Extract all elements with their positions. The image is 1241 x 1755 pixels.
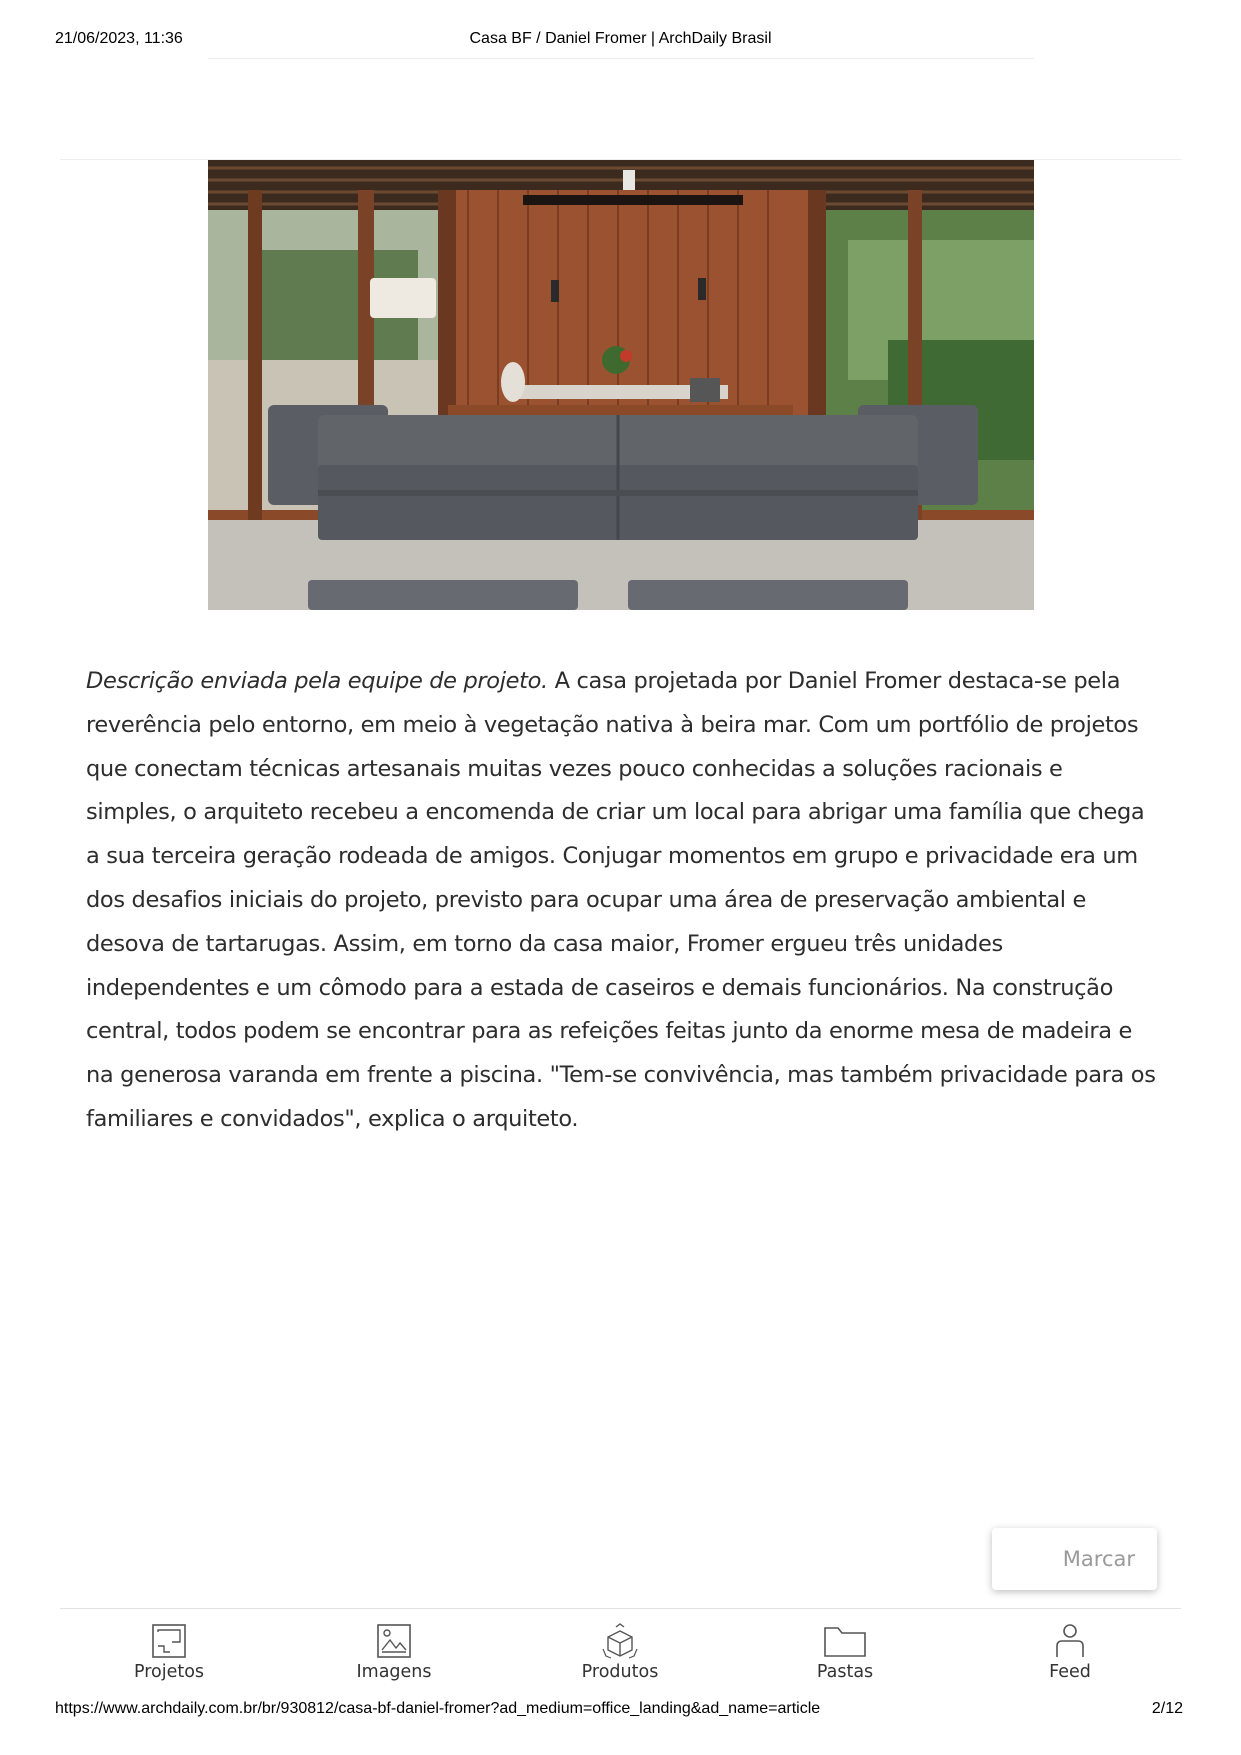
bottom-nav [60,1622,1181,1688]
nav-pastas[interactable] [765,1622,925,1688]
folder-icon [822,1622,868,1660]
print-footer [0,1700,1241,1722]
print-url: https://www.archdaily.com.br/br/930812/casa-bf-daniel-fromer?ad_medium=office_landing&ad_name=article [55,1700,821,1717]
nav-imagens[interactable] [314,1622,474,1688]
floorplan-icon [150,1622,188,1660]
project-description [86,660,1156,1142]
nav-label: Pastas [816,1662,874,1682]
person-icon [1051,1622,1089,1660]
bookmark-button[interactable]: Marcar [992,1528,1157,1590]
image-icon [375,1622,413,1660]
nav-label: Produtos [581,1662,659,1682]
project-photo[interactable] [208,160,1034,610]
description-lead: Descrição enviada pela equipe de projeto. [86,668,548,694]
nav-projetos[interactable] [89,1622,249,1688]
header-divider [208,58,1034,59]
print-page-title: Casa BF / Daniel Fromer | ArchDaily Brasil [469,30,772,47]
box-icon [601,1622,639,1660]
print-page-number: 2/12 [1151,1700,1183,1717]
bottom-nav-divider [60,1608,1181,1609]
nav-produtos[interactable] [540,1622,700,1688]
description-body: A casa projetada por Daniel Fromer destaca-se pela reverência pelo entorno, em meio à vegetação nativa à beira mar. Com um portfólio de projetos que conectam técnicas artesanais muitas vezes pouco conhecidas a soluções racionais e simples, o arquiteto recebeu a encomenda de criar um local para abrigar uma família que chega a sua terceira geração rodeada de amigos. Conjugar momentos em grupo e privacidade era um dos desafios iniciais do projeto, previsto para ocupar uma área de preservação ambiental e desova de tartarugas. Assim, em torno da casa maior, Fromer ergueu três unidades independentes e um cômodo para a estada de caseiros e demais funcionários. Na construção central, todos podem se encontrar para as refeições feitas junto da enorme mesa de madeira e na generosa varanda em frente a piscina. "Tem-se convivência, mas também privacidade para os familiares e convidados", explica o arquiteto. [86,668,1156,1132]
print-datetime: 21/06/2023, 11:36 [55,30,183,47]
print-header [0,30,1241,54]
nav-label: Imagens [356,1662,432,1682]
nav-label: Feed [1049,1662,1091,1682]
nav-label: Projetos [133,1662,205,1682]
nav-feed[interactable] [990,1622,1150,1688]
